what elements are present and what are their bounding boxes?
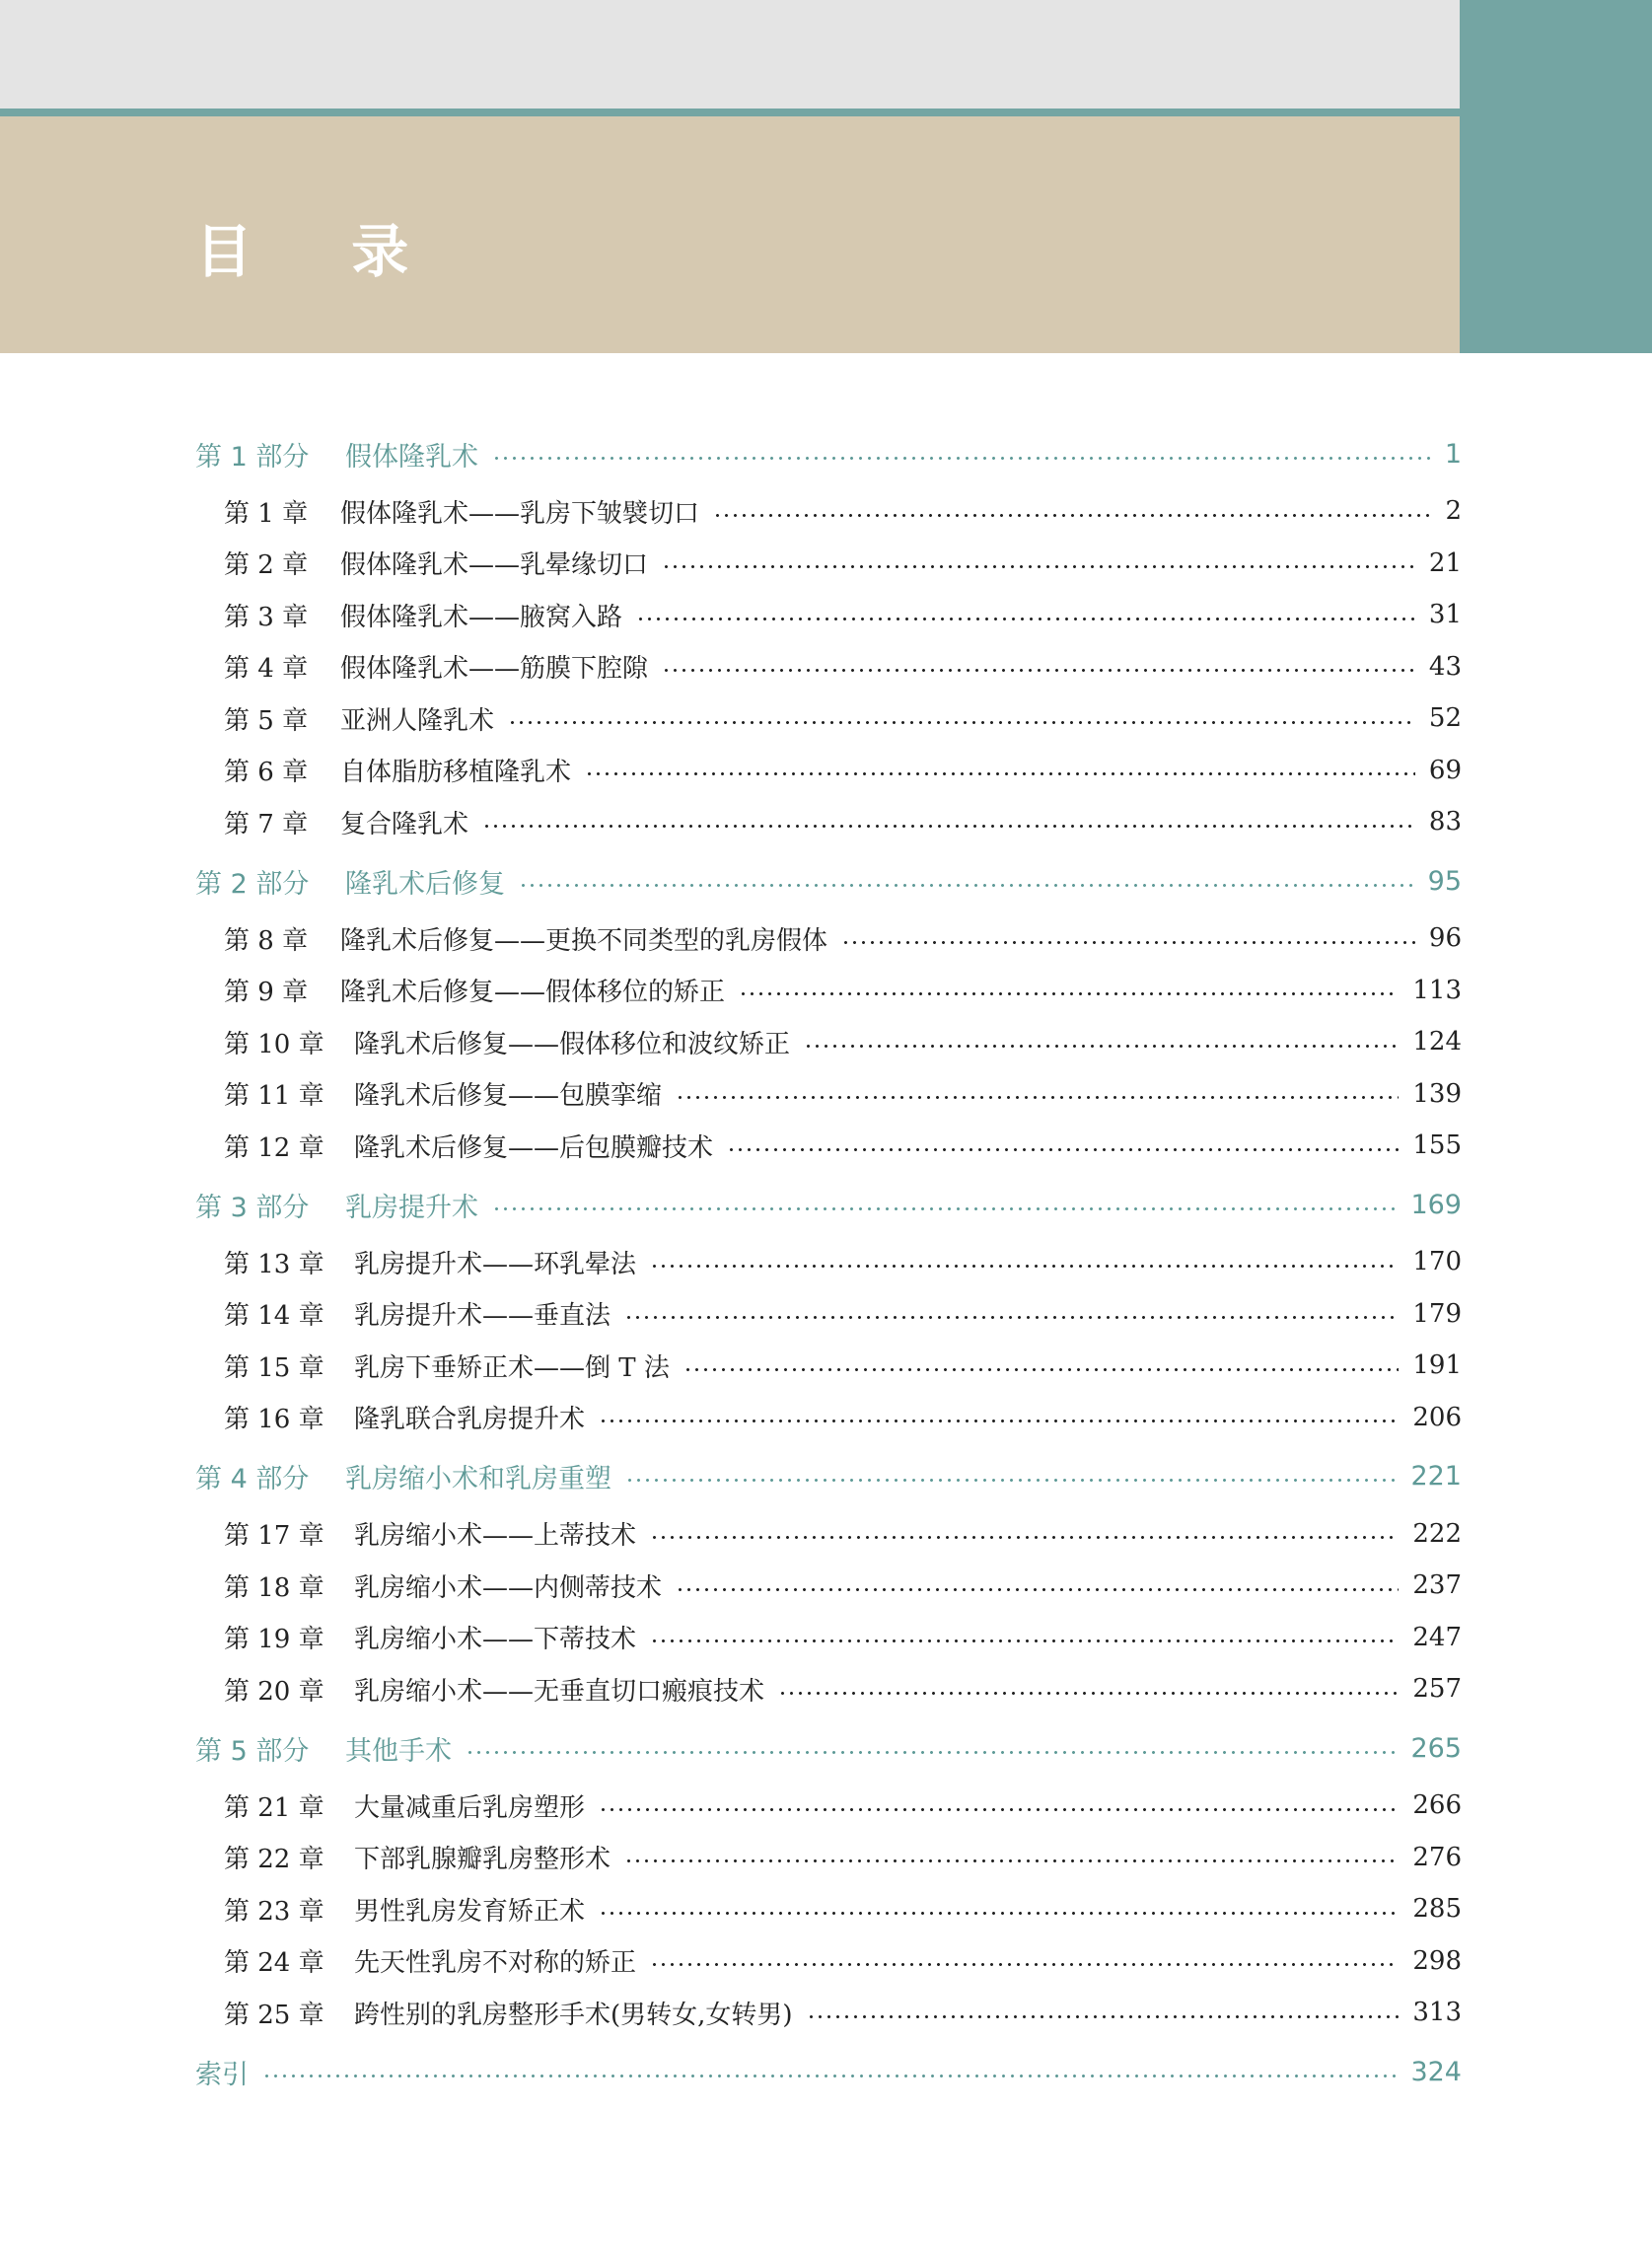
- page-number: 43: [1428, 651, 1462, 682]
- chapter-title: 隆乳术后修复——后包膜瓣技术: [354, 1132, 714, 1163]
- toc-part-row[interactable]: [195, 1728, 1462, 1768]
- chapter-number: 第 10 章: [224, 1029, 324, 1059]
- chapter-title: 男性乳房发育矫正术: [354, 1896, 586, 1927]
- dot-leader: [625, 1479, 1397, 1482]
- dot-leader: [599, 1420, 1399, 1422]
- chapter-number: 第 25 章: [224, 2000, 324, 2030]
- chapter-title: 隆乳术后修复——假体移位的矫正: [340, 978, 726, 1007]
- dot-leader: [778, 1692, 1399, 1695]
- page-number: 139: [1412, 1078, 1462, 1109]
- toc-part-row[interactable]: [195, 434, 1462, 473]
- part-title: 乳房缩小术和乳房重塑: [345, 1464, 611, 1494]
- chapter-title: 乳房提升术——环乳晕法: [354, 1249, 637, 1279]
- toc-chapter-row[interactable]: [224, 1346, 1462, 1385]
- page-number: 2: [1445, 496, 1462, 526]
- chapter-title: 乳房提升术——垂直法: [354, 1301, 611, 1331]
- page-number: 95: [1427, 865, 1462, 897]
- chapter-number: 第 8 章: [224, 925, 309, 956]
- chapter-number: 第 16 章: [224, 1405, 324, 1434]
- dot-leader: [492, 457, 1431, 460]
- part-number: 第 1 部分: [195, 441, 310, 473]
- dot-leader: [466, 1751, 1397, 1754]
- part-title: 隆乳术后修复: [345, 868, 505, 900]
- page-number: 206: [1412, 1402, 1462, 1432]
- chapter-title: 跨性别的乳房整形手术(男转女,女转男): [354, 2000, 793, 2030]
- chapter-title: 自体脂肪移植隆乳术: [340, 758, 572, 787]
- dot-leader: [662, 565, 1415, 568]
- chapter-title: 乳房缩小术——无垂直切口瘢痕技术: [354, 1676, 765, 1707]
- dot-leader: [676, 1096, 1399, 1099]
- dot-leader: [508, 721, 1415, 724]
- chapter-number: 第 1 章: [224, 498, 309, 529]
- page-number: 276: [1412, 1842, 1462, 1872]
- toc-chapter-row[interactable]: [224, 1889, 1462, 1929]
- chapter-title: 先天性乳房不对称的矫正: [354, 1948, 637, 1978]
- part-number: 第 4 部分: [195, 1464, 310, 1494]
- page-number: 52: [1428, 703, 1462, 733]
- chapter-number: 第 7 章: [224, 809, 309, 839]
- chapter-title: 假体隆乳术——腋窝入路: [340, 602, 623, 632]
- toc-chapter-row[interactable]: [224, 491, 1462, 531]
- toc-part-row[interactable]: [195, 2052, 1462, 2091]
- dot-leader: [650, 1963, 1399, 1966]
- dot-leader: [650, 1639, 1399, 1642]
- chapter-title: 假体隆乳术——乳晕缘切口: [340, 550, 649, 580]
- chapter-number: 第 5 章: [224, 705, 309, 736]
- page-number: 247: [1412, 1622, 1462, 1652]
- page-number: 96: [1428, 923, 1462, 953]
- dot-leader: [599, 1808, 1399, 1811]
- dot-leader: [624, 1316, 1399, 1319]
- chapter-number: 第 19 章: [224, 1625, 324, 1654]
- chapter-title: 亚洲人隆乳术: [340, 705, 495, 736]
- toc-chapter-row[interactable]: [224, 1294, 1462, 1334]
- page-number: 265: [1410, 1732, 1462, 1764]
- page-number: 313: [1412, 1998, 1462, 2027]
- chapter-number: 第 9 章: [224, 978, 309, 1007]
- toc-chapter-row[interactable]: [224, 918, 1462, 958]
- chapter-number: 第 18 章: [224, 1572, 324, 1603]
- dot-leader: [599, 1912, 1399, 1915]
- toc-chapter-row[interactable]: [224, 1022, 1462, 1061]
- toc-chapter-row[interactable]: [224, 751, 1462, 790]
- toc-chapter-row[interactable]: [224, 1242, 1462, 1281]
- page-title: 目 录: [195, 218, 449, 285]
- chapter-number: 第 6 章: [224, 758, 309, 787]
- page-number: 21: [1428, 547, 1462, 578]
- toc-chapter-row[interactable]: [224, 1785, 1462, 1825]
- part-title: 乳房提升术: [345, 1192, 478, 1223]
- toc-chapter-row[interactable]: [224, 1514, 1462, 1554]
- chapter-number: 第 22 章: [224, 1845, 324, 1874]
- toc-part-row[interactable]: [195, 1185, 1462, 1224]
- chapter-number: 第 24 章: [224, 1948, 324, 1978]
- chapter-title: 复合隆乳术: [340, 809, 469, 839]
- page-number: 191: [1412, 1350, 1462, 1380]
- chapter-title: 假体隆乳术——乳房下皱襞切口: [340, 498, 700, 529]
- dot-leader: [585, 772, 1415, 775]
- toc-chapter-row[interactable]: [224, 971, 1462, 1010]
- chapter-number: 第 17 章: [224, 1521, 324, 1551]
- toc-chapter-row[interactable]: [224, 802, 1462, 841]
- chapter-title: 隆乳术后修复——包膜挛缩: [354, 1081, 663, 1111]
- toc-chapter-row[interactable]: [224, 1669, 1462, 1709]
- page-number: 83: [1428, 807, 1462, 837]
- chapter-number: 第 13 章: [224, 1249, 324, 1279]
- chapter-number: 第 11 章: [224, 1081, 324, 1111]
- toc-chapter-row[interactable]: [224, 1618, 1462, 1657]
- chapter-number: 第 23 章: [224, 1896, 324, 1927]
- page-number: 266: [1412, 1790, 1462, 1820]
- page-number: 69: [1428, 755, 1462, 785]
- dot-leader: [713, 514, 1431, 517]
- chapter-title: 下部乳腺瓣乳房整形术: [354, 1845, 611, 1874]
- chapter-title: 隆乳术后修复——假体移位和波纹矫正: [354, 1029, 791, 1059]
- toc-chapter-row[interactable]: [224, 1126, 1462, 1165]
- dot-leader: [650, 1265, 1399, 1268]
- chapter-number: 第 14 章: [224, 1301, 324, 1331]
- part-number: 第 3 部分: [195, 1192, 310, 1223]
- dot-leader: [739, 992, 1399, 995]
- chapter-title: 乳房缩小术——下蒂技术: [354, 1625, 637, 1654]
- page-number: 324: [1410, 2056, 1462, 2087]
- chapter-number: 第 20 章: [224, 1676, 324, 1707]
- chapter-title: 隆乳术后修复——更换不同类型的乳房假体: [340, 925, 828, 956]
- part-title: 假体隆乳术: [345, 441, 478, 473]
- dot-leader: [841, 941, 1415, 944]
- page-number: 221: [1410, 1461, 1462, 1492]
- dot-leader: [650, 1536, 1399, 1539]
- page-number: 179: [1412, 1298, 1462, 1329]
- page-number: 170: [1412, 1247, 1462, 1276]
- chapter-title: 假体隆乳术——筋膜下腔隙: [340, 654, 649, 684]
- page-number: 285: [1412, 1894, 1462, 1924]
- page-number: 124: [1412, 1027, 1462, 1056]
- chapter-number: 第 2 章: [224, 550, 309, 580]
- toc-chapter-row[interactable]: [224, 1074, 1462, 1114]
- chapter-title: 乳房缩小术——上蒂技术: [354, 1521, 637, 1551]
- toc-chapter-row[interactable]: [224, 1398, 1462, 1437]
- toc-chapter-row[interactable]: [224, 698, 1462, 738]
- part-title: 其他手术: [345, 1735, 452, 1767]
- dot-leader: [492, 1207, 1397, 1210]
- dot-leader: [624, 1859, 1399, 1862]
- chapter-title: 乳房缩小术——内侧蒂技术: [354, 1572, 663, 1603]
- toc-chapter-row[interactable]: [224, 1993, 1462, 2032]
- page-number: 113: [1412, 975, 1462, 1005]
- chapter-title: 大量减重后乳房塑形: [354, 1792, 586, 1823]
- chapter-number: 第 4 章: [224, 654, 309, 684]
- page-number: 155: [1412, 1130, 1462, 1160]
- toc-chapter-row[interactable]: [224, 647, 1462, 687]
- dot-leader: [807, 2015, 1400, 2018]
- toc-chapter-row[interactable]: [224, 1838, 1462, 1877]
- page-number: 31: [1428, 600, 1462, 629]
- page-number: 257: [1412, 1674, 1462, 1704]
- dot-leader: [727, 1148, 1399, 1151]
- chapter-title: 隆乳联合乳房提升术: [354, 1405, 586, 1434]
- chapter-number: 第 12 章: [224, 1132, 324, 1163]
- page-number: 237: [1412, 1570, 1462, 1600]
- part-title: 索引: [195, 2059, 249, 2090]
- dot-leader: [804, 1045, 1399, 1048]
- page-number: 1: [1444, 438, 1462, 470]
- dot-leader: [662, 669, 1415, 672]
- dot-leader: [262, 2075, 1397, 2077]
- chapter-number: 第 15 章: [224, 1352, 324, 1383]
- chapter-number: 第 3 章: [224, 602, 309, 632]
- dot-leader: [676, 1588, 1399, 1591]
- chapter-number: 第 21 章: [224, 1792, 324, 1823]
- dot-leader: [482, 825, 1415, 828]
- page-number: 222: [1412, 1518, 1462, 1549]
- page-number: 169: [1410, 1189, 1462, 1220]
- dot-leader: [683, 1368, 1399, 1371]
- dot-leader: [636, 618, 1415, 620]
- toc-chapter-row[interactable]: [224, 1941, 1462, 1981]
- toc-chapter-row[interactable]: [224, 544, 1462, 583]
- dot-leader: [519, 884, 1414, 887]
- toc-part-row[interactable]: [195, 1457, 1462, 1496]
- part-number: 第 5 部分: [195, 1735, 310, 1767]
- toc-part-row[interactable]: [195, 861, 1462, 901]
- page-number: 298: [1412, 1945, 1462, 1976]
- toc-chapter-row[interactable]: [224, 1566, 1462, 1605]
- chapter-title: 乳房下垂矫正术——倒 T 法: [354, 1352, 670, 1383]
- toc-chapter-row[interactable]: [224, 595, 1462, 634]
- part-number: 第 2 部分: [195, 868, 310, 900]
